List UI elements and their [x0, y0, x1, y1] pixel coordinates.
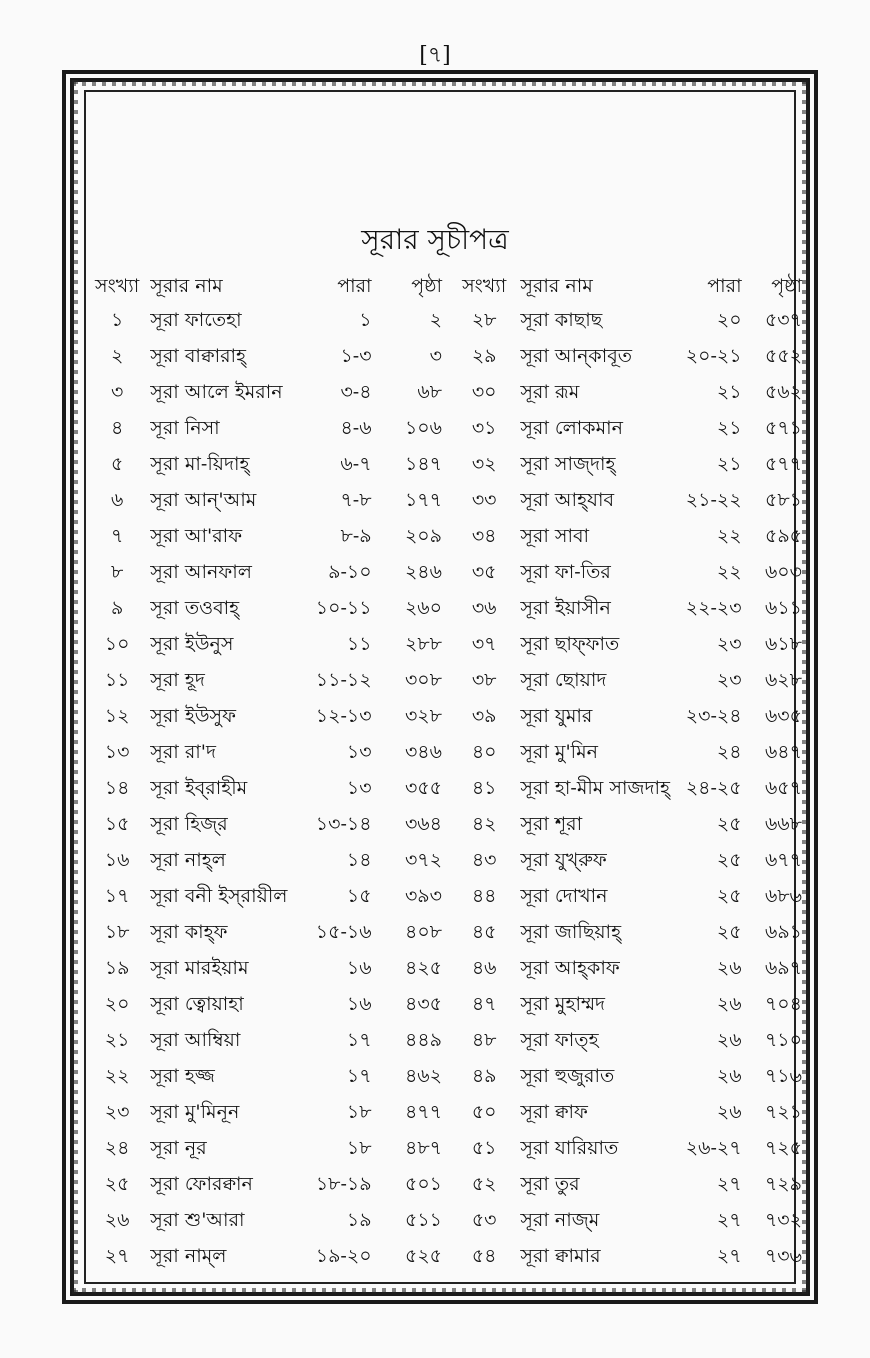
table-row [90, 844, 802, 880]
surah-number: ৫২ [471, 1173, 497, 1195]
table-row [90, 484, 802, 520]
surah-number: ৫৩ [471, 1209, 497, 1231]
surah-number: ১৪ [104, 777, 130, 799]
surah-name: সূরা ইয়াসীন [520, 597, 611, 619]
page-value: ৬৮৬ [764, 885, 802, 907]
table-row [90, 1096, 802, 1132]
surah-name: সূরা সাবা [520, 525, 590, 547]
para-value: ১৯ [346, 1209, 372, 1231]
header-para: পারা [337, 275, 372, 297]
para-value: ১৭ [346, 1029, 372, 1051]
table-row [90, 1132, 802, 1168]
page-value: ২ [429, 309, 442, 331]
para-value: ১৭ [346, 1065, 372, 1087]
surah-number: ৯ [110, 597, 124, 619]
para-value: ২৩ [716, 633, 742, 655]
surah-name: সূরা ইব্‌রাহীম [150, 777, 248, 799]
page-value: ৭৩৬ [764, 1245, 802, 1267]
para-value: ১১ [346, 633, 372, 655]
surah-number: ২৯ [471, 345, 497, 367]
surah-number: ৪২ [471, 813, 497, 835]
page-value: ৩ [429, 345, 442, 367]
surah-name: সূরা ক্বামার [520, 1245, 601, 1267]
surah-name: সূরা যুমার [520, 705, 593, 727]
surah-number: ৮ [110, 561, 124, 583]
page-value: ১৪৭ [404, 453, 442, 475]
para-value: ১৫-১৬ [315, 921, 372, 943]
table-row [90, 772, 802, 808]
surah-name: সূরা রূম [520, 381, 580, 403]
surah-number: ৩১ [471, 417, 497, 439]
para-value: ২৬ [716, 1065, 742, 1087]
surah-name: সূরা বাক্বারাহ্ [150, 345, 247, 367]
para-value: ২৬ [716, 1101, 742, 1123]
page-title: সূরার সূচীপত্র [361, 223, 509, 256]
para-value: ২২ [716, 561, 742, 583]
table-row [90, 448, 802, 484]
para-value: ২১-২২ [685, 489, 742, 511]
surah-name: সূরা আন্‌কাবূত [520, 345, 633, 367]
para-value: ১৫ [346, 885, 372, 907]
page-value: ৬১৮ [764, 633, 802, 655]
table-row [90, 520, 802, 556]
page-value: ৪৬২ [404, 1065, 442, 1087]
table-header-row [90, 272, 802, 304]
surah-number: ৪৩ [471, 849, 497, 871]
para-value: ২৫ [716, 813, 742, 835]
table-row [90, 556, 802, 592]
para-value: ২৭ [716, 1173, 742, 1195]
page-value: ৭১৬ [764, 1065, 802, 1087]
page-value: ৫১১ [405, 1209, 442, 1231]
surah-name: সূরা যুখ্‌রুফ [520, 849, 607, 871]
page-value: ৩৬৪ [404, 813, 442, 835]
para-value: ১৮ [346, 1137, 372, 1159]
table-row [90, 628, 802, 664]
page-value: ২৪৬ [404, 561, 442, 583]
para-value: ২১ [716, 417, 742, 439]
para-value: ১ [359, 309, 372, 331]
border-ornament-top [72, 80, 808, 86]
page-value: ৬০৩ [764, 561, 802, 583]
surah-number: ৫১ [471, 1137, 497, 1159]
surah-name: সূরা আ'রাফ [150, 525, 243, 547]
table-row [90, 1060, 802, 1096]
para-value: ৯-১০ [328, 561, 372, 583]
surah-number: ২৪ [104, 1137, 130, 1159]
para-value: ২১ [716, 381, 742, 403]
surah-number: ৪১ [471, 777, 497, 799]
surah-number: ৩৯ [471, 705, 497, 727]
header-surah-name: সূরার নাম [150, 275, 223, 297]
surah-number: ৪৬ [471, 957, 497, 979]
para-value: ২৭ [716, 1245, 742, 1267]
para-value: ৬-৭ [340, 453, 372, 475]
surah-number: ৩৬ [471, 597, 497, 619]
surah-number: ২৮ [471, 309, 497, 331]
surah-name: সূরা হুজুরাত [520, 1065, 615, 1087]
surah-name: সূরা শূরা [520, 813, 583, 835]
surah-name: সূরা হূদ [150, 669, 205, 691]
header-number: সংখ্যা [95, 275, 140, 297]
page-value: ৬৯১ [764, 921, 802, 943]
surah-name: সূরা ইউসুফ [150, 705, 236, 727]
surah-name: সূরা ফা-তির [520, 561, 611, 583]
surah-number: ৫ [110, 453, 124, 475]
page-value: ৬৫৭ [764, 777, 802, 799]
para-value: ১৩ [346, 777, 372, 799]
surah-number: ৩৩ [471, 489, 497, 511]
surah-number: ৩ [110, 381, 124, 403]
surah-name: সূরা ফাতেহা [150, 309, 242, 331]
surah-name: সূরা ইউনুস [150, 633, 234, 655]
para-value: ৩-৪ [340, 381, 372, 403]
page-value: ৩৪৬ [404, 741, 442, 763]
surah-name: সূরা মা-য়িদাহ্ [150, 453, 250, 475]
table-row [90, 700, 802, 736]
para-value: ১৬ [346, 957, 372, 979]
page-value: ৬৯৭ [764, 957, 802, 979]
page-value: ৪৮৭ [404, 1137, 442, 1159]
header-surah-name-2: সূরার নাম [520, 275, 593, 297]
surah-number: ৩২ [471, 453, 497, 475]
surah-name: সূরা রা'দ [150, 741, 217, 763]
page-value: ৬৬৮ [764, 813, 802, 835]
para-value: ২৫ [716, 885, 742, 907]
surah-number: ১৫ [104, 813, 130, 835]
page-value: ৫২৫ [404, 1245, 442, 1267]
para-value: ৭-৮ [340, 489, 372, 511]
surah-number: ৭ [110, 525, 124, 547]
page-value: ৩৫৫ [404, 777, 442, 799]
header-page: পৃষ্ঠা [411, 275, 442, 297]
table-body [90, 304, 802, 1276]
para-value: ২৪ [716, 741, 742, 763]
surah-name: সূরা নাহ্‌ল [150, 849, 226, 871]
page-value: ৭০৪ [764, 993, 802, 1015]
surah-name: সূরা নাজ্‌ম [520, 1209, 600, 1231]
surah-name: সূরা আনফাল [150, 561, 252, 583]
table-row [90, 592, 802, 628]
table-row [90, 808, 802, 844]
surah-number: ১৮ [104, 921, 130, 943]
surah-number: ১ [110, 309, 124, 331]
surah-name: সূরা ক্বাফ [520, 1101, 588, 1123]
para-value: ১৮-১৯ [315, 1173, 372, 1195]
table-row [90, 1240, 802, 1276]
surah-number: ৩০ [471, 381, 497, 403]
surah-number: ১৯ [104, 957, 130, 979]
surah-number: ২৫ [104, 1173, 130, 1195]
para-value: ১০-১১ [315, 597, 372, 619]
surah-name: সূরা মু'মিনূন [150, 1101, 240, 1123]
surah-name: সূরা আলে ইমরান [150, 381, 283, 403]
para-value: ২৬ [716, 1029, 742, 1051]
page-value: ৪৩৫ [404, 993, 442, 1015]
table-row [90, 1204, 802, 1240]
page-value: ৫৭১ [764, 417, 802, 439]
para-value: ১৬ [346, 993, 372, 1015]
page-value: ৬১১ [764, 597, 802, 619]
page-value: ৬২৮ [764, 669, 802, 691]
table-row [90, 1024, 802, 1060]
surah-name: সূরা আহ্‌কাফ [520, 957, 620, 979]
surah-number: ১৩ [104, 741, 130, 763]
table-row [90, 880, 802, 916]
page-value: ৫০১ [404, 1173, 442, 1195]
surah-number: ১১ [104, 669, 130, 691]
table-row [90, 304, 802, 340]
header-number-2: সংখ্যা [462, 275, 507, 297]
surah-number: ৩৭ [471, 633, 497, 655]
surah-name: সূরা ফাত্‌হ [520, 1029, 599, 1051]
page-value: ২৮৮ [404, 633, 442, 655]
surah-name: সূরা নূর [150, 1137, 207, 1159]
surah-name: সূরা বনী ইস্‌রায়ীল [150, 885, 288, 907]
page-value: ৬৩৫ [764, 705, 802, 727]
para-value: ২৬ [716, 993, 742, 1015]
surah-name: সূরা কাছাছ [520, 309, 603, 331]
surah-name: সূরা মু'মিন [520, 741, 599, 763]
page-value: ৭২৫ [764, 1137, 802, 1159]
para-value: ১৩-১৪ [315, 813, 372, 835]
surah-number: ৪৫ [471, 921, 497, 943]
table-row [90, 1168, 802, 1204]
table-row [90, 340, 802, 376]
page-value: ৩০৮ [404, 669, 442, 691]
table-row [90, 664, 802, 700]
surah-number: ৪৯ [471, 1065, 497, 1087]
surah-number: ৩৫ [471, 561, 497, 583]
para-value: ২৬-২৭ [685, 1137, 742, 1159]
para-value: ২২ [716, 525, 742, 547]
surah-number: ২ [110, 345, 124, 367]
surah-name: সূরা আম্বিয়া [150, 1029, 241, 1051]
surah-number: ২৭ [104, 1245, 130, 1267]
para-value: ১৪ [346, 849, 372, 871]
para-value: ২১ [716, 453, 742, 475]
surah-number: ৩৮ [471, 669, 497, 691]
page-value: ২৬০ [404, 597, 442, 619]
surah-number: ৪৪ [471, 885, 497, 907]
surah-name: সূরা ছোয়াদ [520, 669, 607, 691]
surah-name: সূরা আন্‌'আম [150, 489, 257, 511]
page-value: ৪০৮ [404, 921, 442, 943]
page-value: ৭১০ [764, 1029, 802, 1051]
para-value: ২৩-২৪ [685, 705, 742, 727]
surah-name: সূরা দোখান [520, 885, 608, 907]
para-value: ২৭ [716, 1209, 742, 1231]
page-value: ৬৪৭ [764, 741, 802, 763]
surah-name: সূরা নাম্‌ল [150, 1245, 227, 1267]
surah-name: সূরা মুহাম্মদ [520, 993, 606, 1015]
page-value: ৭২৯ [764, 1173, 802, 1195]
surah-name: সূরা হিজ্‌র [150, 813, 228, 835]
surah-number: ৬ [110, 489, 124, 511]
para-value: ২৫ [716, 849, 742, 871]
page-value: ৬৮ [417, 381, 442, 403]
page-number: [৭] [419, 43, 451, 68]
border-ornament-bottom [72, 1288, 808, 1294]
page-value: ৩৯৩ [404, 885, 442, 907]
surah-number: ৪ [110, 417, 124, 439]
table-row [90, 952, 802, 988]
page-value: ৪৭৭ [404, 1101, 442, 1123]
surah-name: সূরা যারিয়াত [520, 1137, 619, 1159]
surah-number: ৪০ [471, 741, 497, 763]
page-value: ৩২৮ [404, 705, 442, 727]
surah-name: সূরা আহ্‌যাব [520, 489, 615, 511]
para-value: ২৫ [716, 921, 742, 943]
para-value: ১৮ [346, 1101, 372, 1123]
surah-name: সূরা তওবাহ্ [150, 597, 240, 619]
surah-number: ১৬ [104, 849, 130, 871]
page-value: ৫৮১ [765, 489, 802, 511]
surah-number: ৪৭ [471, 993, 497, 1015]
surah-index-table [90, 272, 802, 1276]
para-value: ২৩ [716, 669, 742, 691]
para-value: ২০ [716, 309, 742, 331]
para-value: ২০-২১ [685, 345, 742, 367]
surah-name: সূরা হজ্জ [150, 1065, 215, 1087]
surah-name: সূরা শু'আরা [150, 1209, 245, 1231]
surah-number: ১০ [104, 633, 130, 655]
surah-number: ১৭ [104, 885, 130, 907]
table-row [90, 736, 802, 772]
page-value: ৫৩৭ [764, 309, 802, 331]
table-row [90, 916, 802, 952]
surah-number: ৫৪ [471, 1245, 497, 1267]
header-page-2: পৃষ্ঠা [771, 275, 802, 297]
surah-name: সূরা লোকমান [520, 417, 623, 439]
surah-number: ২৩ [104, 1101, 130, 1123]
surah-number: ৩৪ [471, 525, 497, 547]
para-value: ১২-১৩ [315, 705, 372, 727]
surah-name: সূরা কাহ্‌ফ [150, 921, 228, 943]
surah-number: ১২ [104, 705, 130, 727]
header-para-2: পারা [707, 275, 742, 297]
surah-number: ২৬ [104, 1209, 130, 1231]
table-row [90, 412, 802, 448]
page-value: ২০৯ [404, 525, 442, 547]
table-row [90, 988, 802, 1024]
surah-name: সূরা নিসা [150, 417, 220, 439]
surah-name: সূরা মারইয়াম [150, 957, 249, 979]
surah-name: সূরা ফোরক্বান [150, 1173, 253, 1195]
surah-name: সূরা ত্বোয়াহা [150, 993, 244, 1015]
page-value: ৭২১ [764, 1101, 802, 1123]
page-value: ৪৪৯ [405, 1029, 442, 1051]
surah-number: ৫০ [471, 1101, 497, 1123]
page-value: ৫৭৭ [764, 453, 802, 475]
page-value: ১৭৭ [404, 489, 442, 511]
surah-name: সূরা হা-মীম সাজদাহ্ [520, 777, 670, 799]
page-value: ৭৩২ [764, 1209, 802, 1231]
surah-name: সূরা তুর [520, 1173, 580, 1195]
para-value: ১১-১২ [315, 669, 372, 691]
para-value: ২৬ [716, 957, 742, 979]
para-value: ৪-৬ [340, 417, 372, 439]
surah-number: ৪৮ [471, 1029, 497, 1051]
para-value: ১৩ [346, 741, 372, 763]
surah-number: ২০ [104, 993, 130, 1015]
page-value: ৬৭৭ [764, 849, 802, 871]
surah-name: সূরা সাজ্‌দাহ্ [520, 453, 616, 475]
surah-name: সূরা ছাফ্‌ফাত [520, 633, 620, 655]
page-value: ৪২৫ [404, 957, 442, 979]
para-value: ১৯-২০ [315, 1245, 372, 1267]
page-value: ৩৭২ [404, 849, 442, 871]
surah-number: ২১ [104, 1029, 130, 1051]
table-row [90, 376, 802, 412]
page-value: ৫৫২ [764, 345, 802, 367]
page-value: ৫৯৫ [765, 525, 802, 547]
para-value: ২২-২৩ [685, 597, 742, 619]
para-value: ৮-৯ [340, 525, 372, 547]
para-value: ১-৩ [340, 345, 372, 367]
page-value: ৫৬২ [764, 381, 802, 403]
para-value: ২৪-২৫ [685, 777, 742, 799]
surah-name: সূরা জাছিয়াহ্ [520, 921, 622, 943]
surah-number: ২২ [104, 1065, 130, 1087]
page-value: ১০৬ [404, 417, 442, 439]
